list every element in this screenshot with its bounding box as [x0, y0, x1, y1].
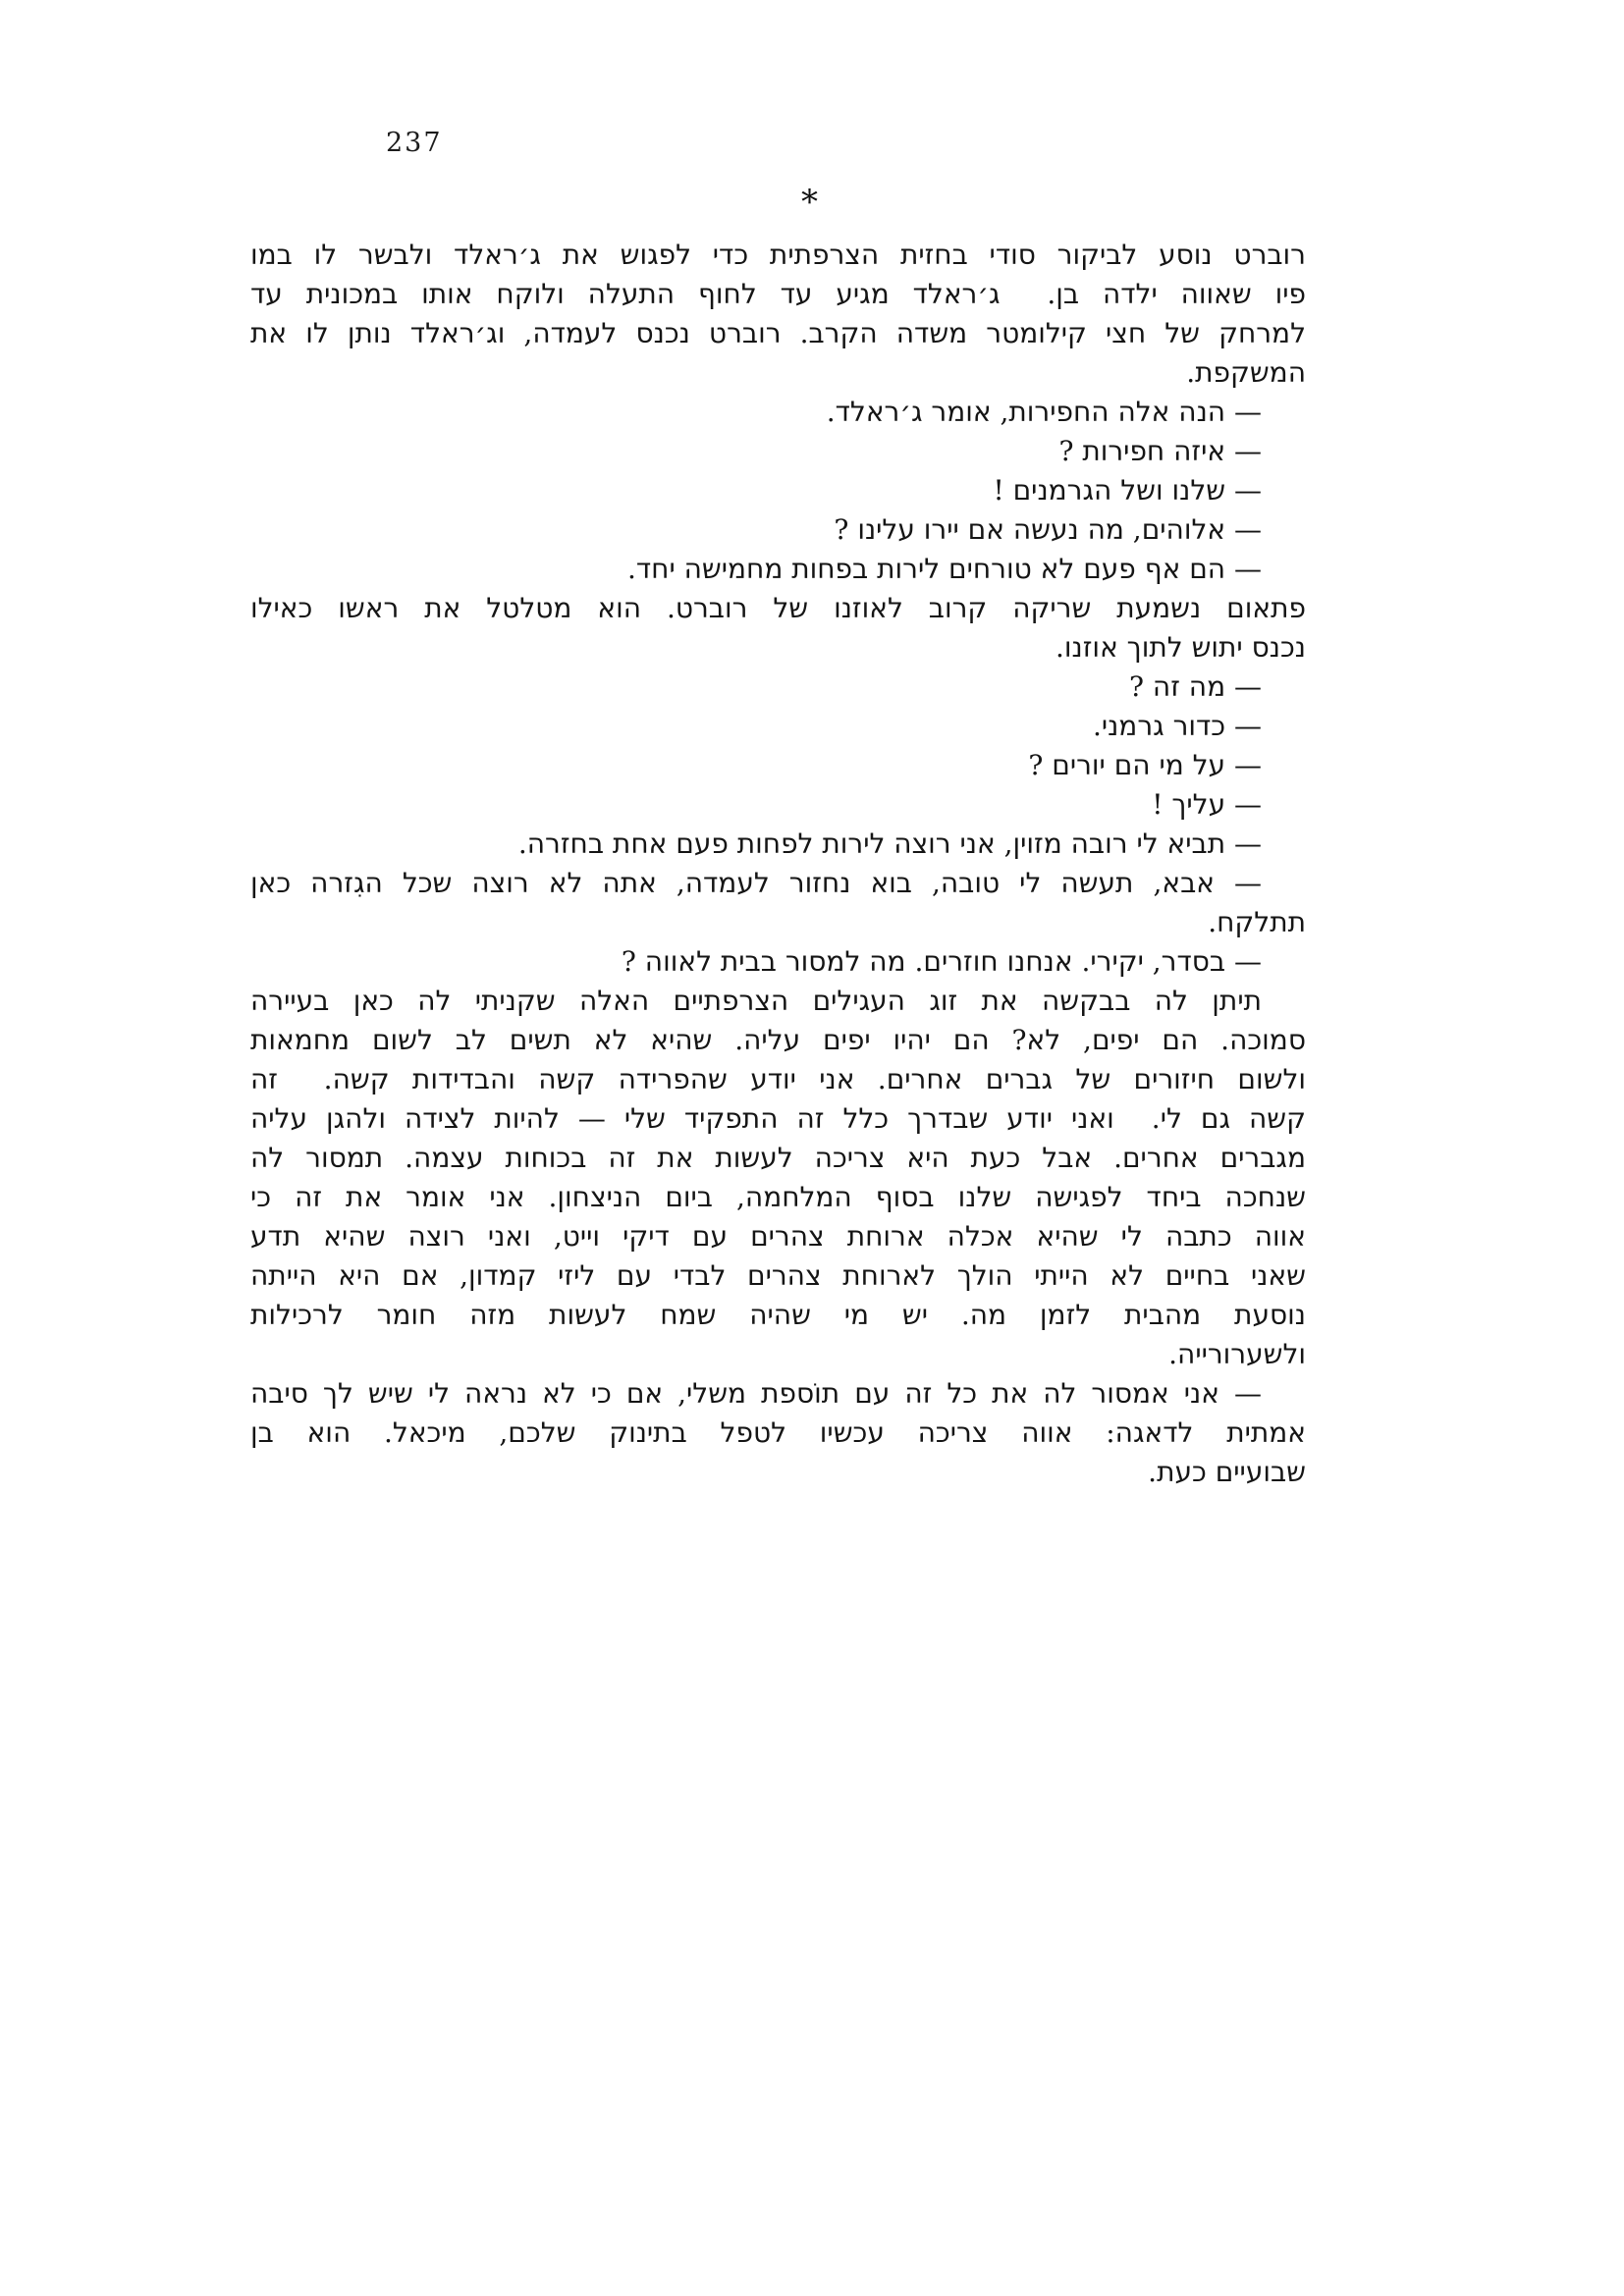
text-line: מגברים אחרים. אבל כעת היא צריכה לעשות את זה בכוחות עצמה. תמסור לה: [250, 1142, 1306, 1174]
text-line: שנחכה ביחד לפגישה שלנו בסוף המלחמה, ביום הניצחון. אני אומר את זה כי: [250, 1181, 1306, 1213]
text-line: נכנס יתוש לתוך אוזנו.: [1056, 631, 1306, 664]
text-line: פיו שאווה ילדה בן. ג׳ראלד מגיע עד לחוף התעלה ולוקח אותו במכונית עד: [250, 278, 1306, 310]
text-line: — איזה חפירות ?: [1058, 435, 1262, 467]
text-line: — בסדר, יקירי. אנחנו חוזרים. מה למסור בבית לאווה ?: [621, 945, 1262, 978]
section-divider-asterisk: *: [801, 183, 818, 222]
text-line: — הם אף פעם לא טורחים לירות בפחות מחמישה יחד.: [626, 553, 1262, 585]
text-line: תתלקח.: [1208, 906, 1306, 938]
text-line: אווה כתבה לי שהיא אכלה ארוחת צהרים עם דיקי וייט, ואני רוצה שהיא תדע: [250, 1220, 1306, 1253]
text-line: — מה זה ?: [1128, 670, 1262, 703]
text-line: — עליך !: [1152, 788, 1262, 821]
text-line: — הנה אלה החפירות, אומר ג׳ראלד.: [826, 396, 1262, 428]
text-line: המשקפת.: [1186, 356, 1306, 389]
text-line: שבועיים כעת.: [1148, 1456, 1306, 1488]
text-line: — אבא, תעשה לי טובה, בוא נחזור לעמדה, אתה לא רוצה שכל הגִזרה כאן: [250, 867, 1262, 899]
text-line: — תביא לי רובה מזוין, אני רוצה לירות לפחות פעם אחת בחזרה.: [517, 828, 1262, 860]
text-line: פתאום נשמעת שריקה קרוב לאוזנו של רוברט. הוא מטלטל את ראשו כאילו: [250, 592, 1306, 624]
page-number: 237: [386, 128, 443, 158]
text-line: סמוכה. הם יפים, לא? הם יהיו יפים עליה. שהיא לא תשים לב לשום מחמאות: [250, 1024, 1306, 1056]
text-line: — שלנו ושל הגרמנים !: [993, 474, 1262, 507]
text-line: אמתית לדאגה: אווה צריכה עכשיו לטפל בתינוק שלכם, מיכאל. הוא בן: [250, 1416, 1306, 1449]
text-line: קשה גם לי. ואני יודע שבדרך כלל זה התפקיד שלי — להיות לצידה ולהגן עליה: [250, 1102, 1306, 1135]
text-line: — כדור גרמני.: [1092, 710, 1262, 742]
text-line: — אלוהים, מה נעשה אם יירו עלינו ?: [834, 513, 1262, 546]
text-line: שאני בחיים לא הייתי הולך לארוחת צהרים לבדי עם ליזי קמדון, אם היא הייתה: [250, 1259, 1306, 1292]
text-line: ולשום חיזורים של גברים אחרים. אני יודע שהפרידה קשה והבדידות קשה. זה: [250, 1063, 1306, 1095]
text-line: — על מי הם יורים ?: [1028, 749, 1262, 781]
text-line: רוברט נוסע לביקור סודי בחזית הצרפתית כדי לפגוש את ג׳ראלד ולבשר לו במו: [250, 239, 1306, 271]
text-line: נוסעת מהבית לזמן מה. יש מי שהיה שמח לעשות מזה חומר לרכילות: [250, 1299, 1306, 1331]
text-line: תיתן לה בבקשה את זוג העגילים הצרפתיים האלה שקניתי לה כאן בעיירה: [250, 985, 1262, 1017]
text-line: ולשערורייה.: [1168, 1338, 1306, 1370]
body-text: [250, 236, 1306, 1492]
text-line: למרחק של חצי קילומטר משדה הקרב. רוברט נכנס לעמדה, וג׳ראלד נותן לו את: [250, 317, 1306, 349]
text-line: — אני אמסור לה את כל זה עם תוֹספת משלי, אם כי לא נראה לי שיש לך סיבה: [250, 1377, 1262, 1410]
